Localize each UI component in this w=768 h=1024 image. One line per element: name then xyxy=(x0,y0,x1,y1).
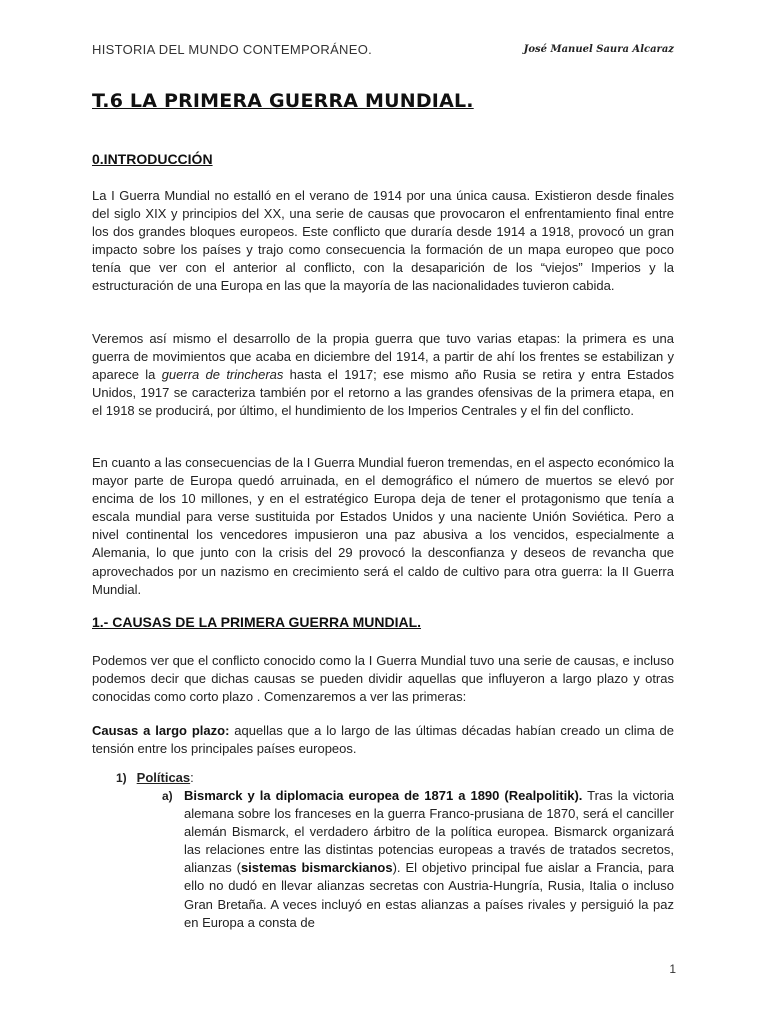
causas-largo-plazo-label: Causas a largo plazo: xyxy=(92,723,230,738)
list-item-politicas xyxy=(116,770,194,785)
list-item-label: Políticas xyxy=(136,770,191,785)
page-header xyxy=(92,42,674,62)
sublist-bold-term: sistemas bismarckianos xyxy=(240,860,393,876)
header-author: José Manuel Saura Alcaraz xyxy=(523,44,674,55)
intro-paragraph-3: En cuanto a las consecuencias de la I Guerra Mundial fueron tremendas, en el aspecto económico la mayor parte de Europa quedó arruinada, en el demográfico el número de muertos se elevó por encima de los 10 millones, y en el estratégico Europa deja de tener el protagonismo que tenía a escala mundial para verse sustituida por Estados Unidos y una naciente Unión Soviética. Pero a nivel continental los vencedores impusieron una paz abusiva a los vencidos, especialmente a Alemania, lo que junto con la crisis del 29 provocó la desconfianza y deseos de revancha que aprovechados por un nazismo en crecimiento será el caldo de cultivo para otra guerra: la II Guerra Mundial. xyxy=(92,455,674,597)
section-heading-causas: 1.- CAUSAS DE LA PRIMERA GUERRA MUNDIAL. xyxy=(92,614,422,630)
causas-largo-plazo-paragraph xyxy=(92,722,674,758)
intro-p2-text-b: hasta el 1917; ese mismo año Rusia se retira y entra Estados Unidos, 1917 se caracteriza también por el retorno a las grandes ofensivas de la primera etapa, en el 1918 se producirá, por último, el hundimiento de los Imperios Centrales y el fin del conflicto. xyxy=(92,367,674,419)
causas-largo-plazo-text: aquellas que a lo largo de las últimas décadas habían creado un clima de tensión entre los principales países europeos. xyxy=(92,723,675,757)
sublist-item-title: Bismarck y la diplomacia europea de 1871 a 1890 (Realpolitik). xyxy=(184,788,583,803)
list-number: 1) xyxy=(116,771,127,785)
sublist-text-1: Tras la victoria alemana sobre los franceses en la guerra Franco-prusiana de 1870, será el canciller alemán Bismarck, el verdadero árbitro de la política europea. Bismarck organizará las relaciones entre las distintas potencias europeas a través de tratados secretos, alianzas ( xyxy=(184,788,675,876)
causas-paragraph-1: Podemos ver que el conflicto conocido como la I Guerra Mundial tuvo una serie de causas, e incluso podemos decir que dichas causas se pueden dividir aquellas que influyeron a largo plazo y otras conocidas como corto plazo . Comenzaremos a ver las primeras: xyxy=(92,653,674,705)
header-course-title: HISTORIA DEL MUNDO CONTEMPORÁNEO. xyxy=(92,42,373,57)
section-heading-introduccion: 0.INTRODUCCIÓN xyxy=(92,151,213,167)
intro-paragraph-1: La I Guerra Mundial no estalló en el verano de 1914 por una única causa. Existieron desde finales del siglo XIX y principios del XX, una serie de causas que provocaron el enfrentamiento final entre los dos grandes bloques europeos. Este conflicto que duraría desde 1914 a 1918, provocó un gran impacto sobre los países y trajo como consecuencia la formación de un mapa europeo que poco tenía que ver con el anterior al conflicto, con la desaparición de los “viejos” Imperios y la estructuración de una Europa en las que la mayoría de las nacionalidades tuvieron cabida. xyxy=(92,188,674,294)
intro-paragraph-2 xyxy=(92,330,674,420)
sublist-marker: a) xyxy=(162,789,173,803)
intro-p2-text-a: Veremos así mismo el desarrollo de la propia guerra que tuvo varias etapas: la primera es una guerra de movimientos que acaba en diciembre del 1914, a partir de ahí los frentes se estabilizan y aparece la xyxy=(92,331,674,383)
document-title: T.6 LA PRIMERA GUERRA MUNDIAL. xyxy=(92,90,474,112)
intro-p2-italic: guerra de trincheras xyxy=(161,367,284,383)
page-number: 1 xyxy=(669,962,676,976)
list-item-colon: : xyxy=(190,770,194,785)
sublist-text-2: ). El objetivo principal fue aislar a Francia, para ello no dudó en llevar alianzas secretas con Austria-Hungría, Rusia, Italia o incluso Gran Bretaña. A veces incluyó en estas alianzas a países rivales y persiguió la paz en Europa a consta de xyxy=(184,860,675,930)
sublist-item-bismarck xyxy=(184,787,674,932)
